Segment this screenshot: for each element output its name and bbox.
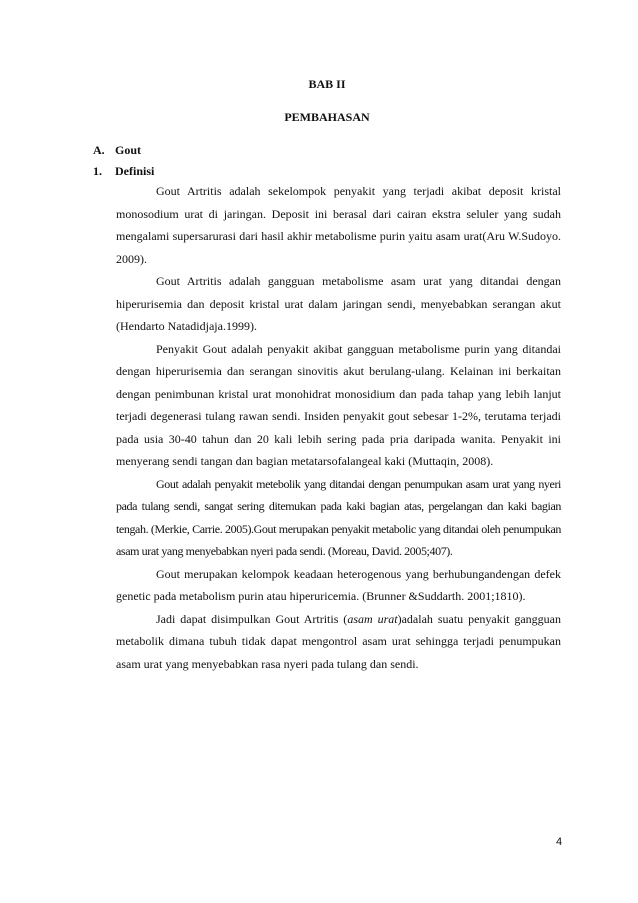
paragraph-4: Gout adalah penyakit metebolik yang ditandai dengan penumpukan asam urat yang nyeri pada tulang sendi, sangat sering ditemukan pada kaki bagian atas, pergelangan dan kaki bagian tengah. (Merkie, Carrie. 2005).Gout merupakan penyakit metabolic yang ditandai oleh penumpukan asam urat yang menyebabkan nyeri pada sendi. (Moreau, David. 2005;407).	[116, 476, 561, 558]
paragraph-conclusion	[116, 608, 561, 676]
paragraph-1: Gout Artritis adalah sekelompok penyakit yang terjadi akibat deposit kristal monosodium urat di jaringan. Deposit ini berasal dari cairan ekstra seluler yang sudah mengalami supersarurasi dari hasil akhir metabolisme purin yaitu asam urat(Aru W.Sudoyo. 2009).	[116, 184, 561, 266]
conclusion-italic-term: asam urat	[347, 611, 398, 626]
body-text	[116, 180, 561, 675]
paragraph-5: Gout merupakan kelompok keadaan heterogenous yang berhubungandengan defek genetic pada metabolism purin atau hiperuricemia. (Brunner &Suddarth. 2001;1810).	[116, 566, 561, 603]
page-number: 4	[556, 836, 563, 848]
subsection-marker: 1.	[93, 164, 102, 178]
subsection-title: Definisi	[115, 164, 155, 178]
section-heading	[93, 143, 141, 158]
chapter-number: BAB II	[308, 77, 346, 91]
conclusion-text-after: )adalah suatu penyakit gangguan metabolik dimana tubuh tidak dapat mengontrol asam urat sehingga terjadi penumpukan asam urat yang menyebabkan rasa nyeri pada tulang dan sendi.	[116, 611, 561, 671]
section-marker: A.	[93, 143, 105, 157]
conclusion-text-before: Jadi dapat disimpulkan Gout Artritis (	[156, 611, 348, 626]
section-title: Gout	[115, 143, 142, 157]
chapter-title: PEMBAHASAN	[284, 110, 370, 124]
paragraph-2: Gout Artritis adalah gangguan metabolisme asam urat yang ditandai dengan hiperurisemia dan deposit kristal urat dalam jaringan sendi, menyebabkan serangan akut (Hendarto Natadidjaja.1999).	[116, 274, 561, 333]
paragraph-3: Penyakit Gout adalah penyakit akibat gangguan metabolisme purin yang ditandai dengan hiperurisemia dan serangan sinovitis akut berulang-ulang. Kelainan ini berkaitan dengan penimbunan kristal urat monohidrat monosidium dan pada tahap yang lebih lanjut terjadi degenerasi tulang rawan sendi. Insiden penyakit gout sebesar 1-2%, terutama terjadi pada usia 30-40 tahun dan 20 kali lebih sering pada pria daripada wanita. Penyakit ini menyerang sendi tangan dan bagian metatarsofalangeal kaki (Muttaqin, 2008).	[116, 341, 561, 468]
subsection-heading	[93, 164, 154, 179]
